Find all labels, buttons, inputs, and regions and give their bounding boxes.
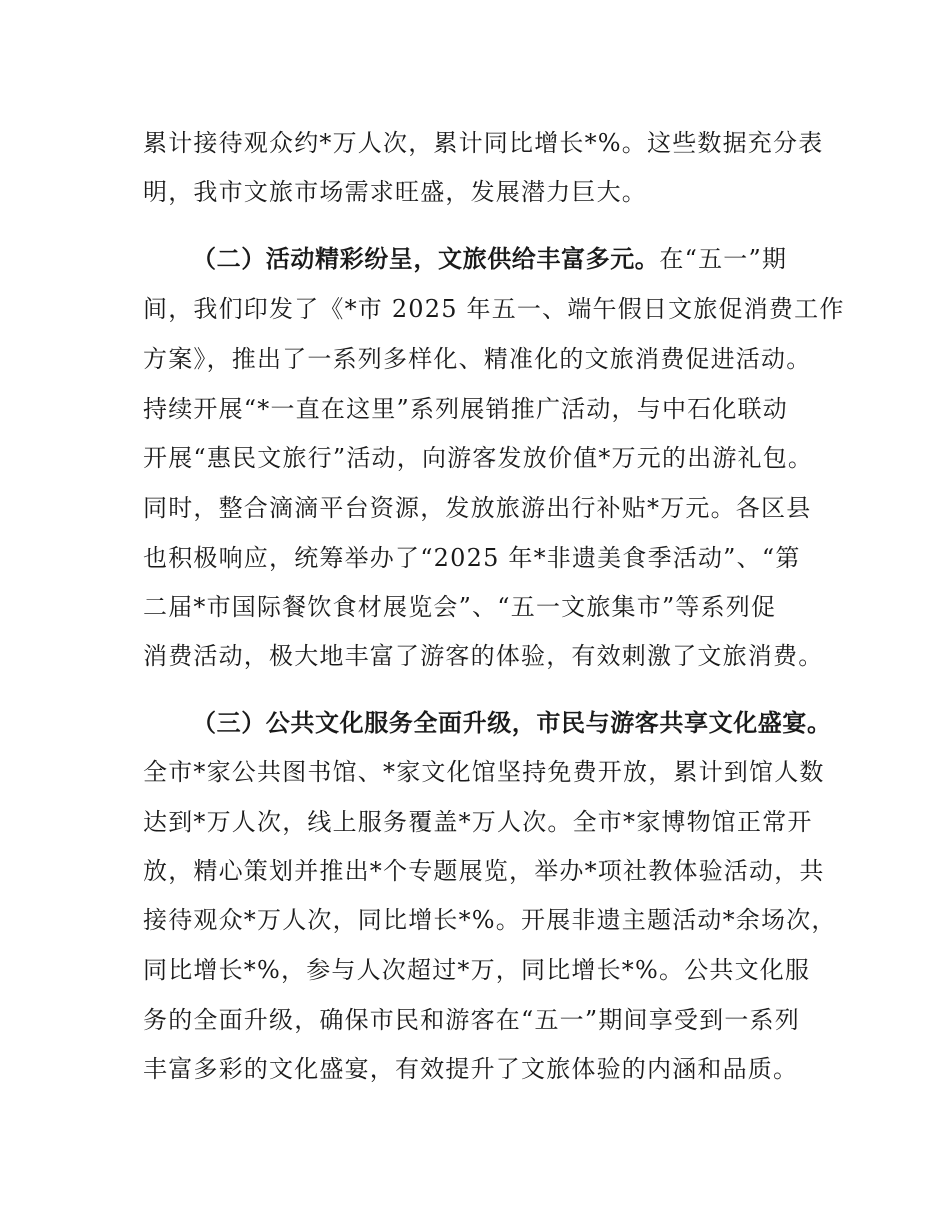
paragraph-line: 接待观众*万人次，同比增长*%。开展非遗主题活动*余场次，: [143, 906, 837, 934]
paragraph-line: 方案》，推出了一系列多样化、精准化的文旅消费促进活动。: [143, 345, 812, 373]
section-2-heading: （二）活动精彩纷呈，文旅供给丰富多元。: [192, 245, 660, 273]
paragraph-line: 消费活动，极大地丰富了游客的体验，有效刺激了文旅消费。: [143, 642, 824, 670]
section-2-heading-tail: 在“五一”期: [659, 245, 788, 273]
paragraph-line: 放，精心策划并推出*个专题展览，举办*项社教体验活动，共: [143, 857, 825, 885]
paragraph-line: 丰富多彩的文化盛宴，有效提升了文旅体验的内涵和品质。: [143, 1055, 799, 1083]
paragraph-line: 务的全面升级，确保市民和游客在“五一”期间享受到一系列: [143, 1006, 800, 1034]
paragraph-line: 开展“惠民文旅行”活动，向游客发放价值*万元的出游礼包。: [143, 444, 814, 472]
paragraph-line: 持续开展“*一直在这里”系列展销推广活动，与中石化联动: [143, 395, 788, 423]
paragraph-line: 达到*万人次，线上服务覆盖*万人次。全市*家博物馆正常开: [143, 808, 813, 836]
paragraph-line: 明，我市文旅市场需求旺盛，发展潜力巨大。: [143, 178, 647, 206]
paragraph-line: 累计接待观众约*万人次，累计同比增长*%。这些数据充分表: [143, 129, 824, 157]
paragraph-line: 也积极响应，统筹举办了“2025 年*非遗美食季活动”、“第: [143, 544, 801, 572]
paragraph-line: 二届*市国际餐饮食材展览会”、“五一文旅集市”等系列促: [143, 593, 777, 621]
section-3-heading: （三）公共文化服务全面升级，市民与游客共享文化盛宴。: [192, 709, 832, 737]
paragraph-line: 同比增长*%，参与人次超过*万，同比增长*%。公共文化服: [143, 956, 811, 984]
paragraph-line: 间，我们印发了《*市 2025 年五一、端午假日文旅促消费工作: [143, 295, 845, 323]
paragraph-line: 全市*家公共图书馆、*家文化馆坚持免费开放，累计到馆人数: [143, 758, 825, 786]
section-2-first-line: [192, 239, 787, 279]
paragraph-line: 同时，整合滴滴平台资源，发放旅游出行补贴*万元。各区县: [143, 494, 812, 522]
